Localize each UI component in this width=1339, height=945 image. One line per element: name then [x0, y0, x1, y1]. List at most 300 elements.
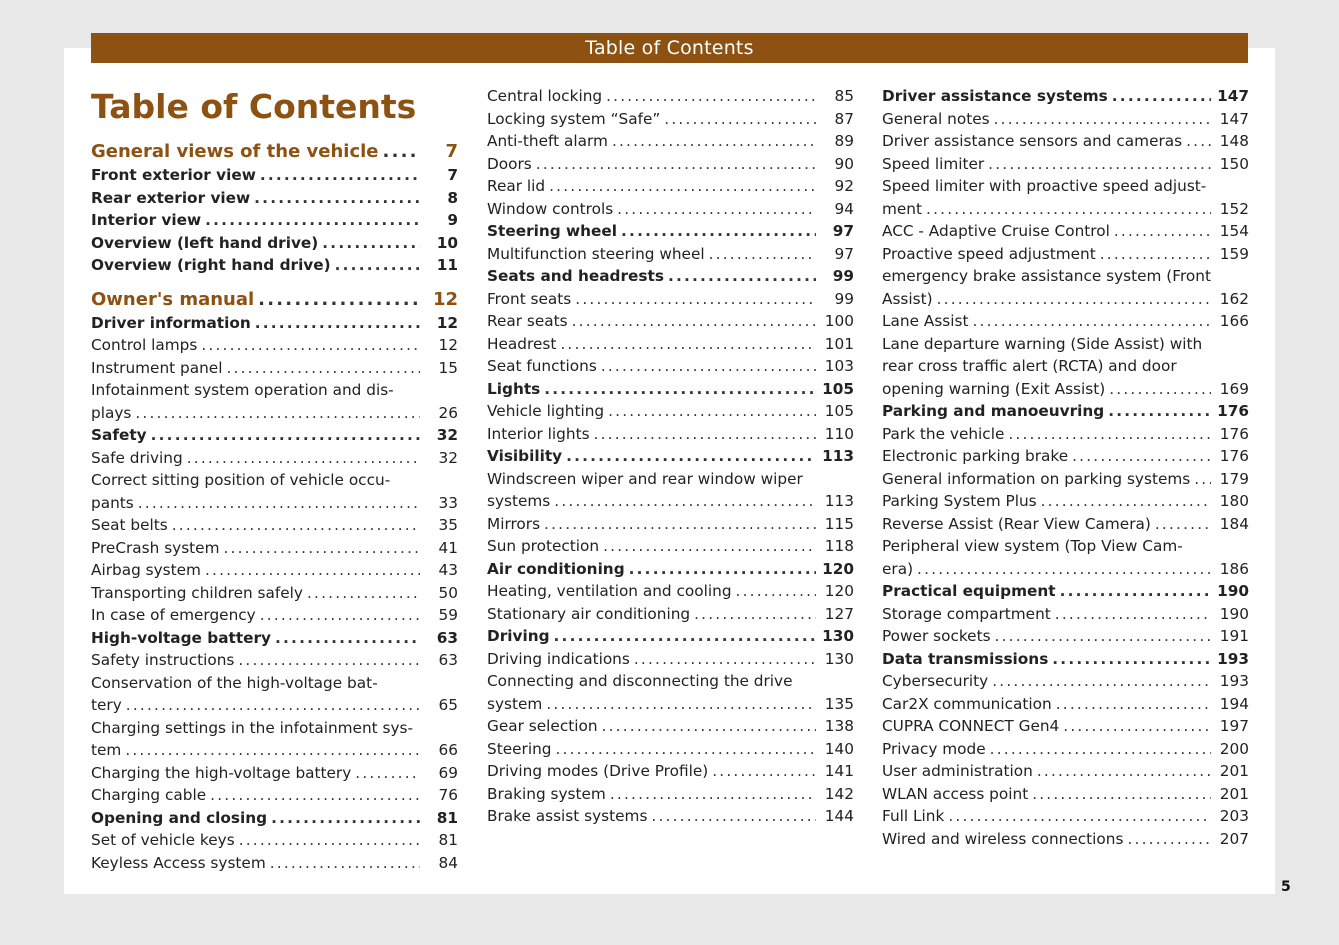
toc-entry-row	[91, 559, 458, 582]
dot-leader	[254, 187, 420, 210]
toc-entry-label: Driving	[487, 627, 550, 645]
toc-entry-link[interactable]	[487, 625, 854, 648]
dot-leader	[258, 288, 420, 312]
toc-entry-link[interactable]	[487, 783, 854, 806]
toc-entry-link[interactable]	[882, 153, 1249, 176]
toc-entry-label: CUPRA CONNECT Gen4	[882, 717, 1060, 735]
toc-page-number: 201	[1219, 762, 1249, 780]
toc-entry-row	[91, 537, 458, 560]
toc-entry-row	[882, 445, 1249, 468]
toc-page-number: 63	[436, 628, 458, 647]
toc-entry-link[interactable]	[882, 513, 1249, 536]
toc-entry-link[interactable]	[882, 85, 1249, 108]
toc-entry-link[interactable]	[487, 805, 854, 828]
toc-page-number: 84	[438, 853, 458, 872]
toc-entry-link[interactable]	[91, 209, 458, 232]
toc-page-number: 150	[1219, 154, 1249, 173]
toc-entry-link[interactable]	[91, 649, 458, 672]
toc-entry-link[interactable]	[487, 423, 854, 446]
toc-entry-link[interactable]	[487, 535, 854, 558]
toc-entry-link[interactable]	[882, 243, 1249, 266]
toc-page-number: 191	[1219, 627, 1249, 645]
toc-page-number: 33	[438, 493, 458, 512]
toc-entry-label: Stationary air conditioning	[487, 604, 691, 623]
dot-leader	[554, 625, 816, 648]
toc-entry-label: Front seats	[487, 289, 572, 308]
toc-entry-label: Set of vehicle keys	[91, 831, 235, 849]
dot-leader	[917, 558, 1211, 581]
toc-entry-link[interactable]	[91, 717, 458, 762]
toc-entry-row	[882, 220, 1249, 243]
toc-page-number: 176	[1217, 402, 1249, 420]
toc-entry-link[interactable]	[487, 130, 854, 153]
toc-page-number: 115	[824, 514, 854, 533]
toc-entry-link[interactable]	[91, 537, 458, 560]
toc-entry-link[interactable]	[882, 400, 1249, 423]
toc-entry-link[interactable]	[882, 333, 1249, 401]
toc-entry-row	[91, 852, 458, 875]
toc-page-number: 154	[1219, 222, 1249, 240]
dot-leader	[1037, 760, 1211, 783]
toc-entry-label: Gear selection	[487, 717, 598, 735]
toc-entry-link[interactable]	[91, 672, 458, 717]
toc-entry-link[interactable]	[91, 469, 458, 514]
toc-page-number: 94	[834, 199, 854, 218]
toc-entry-link[interactable]	[487, 580, 854, 603]
dot-leader	[275, 627, 420, 650]
dot-leader	[594, 423, 816, 446]
toc-entry-link[interactable]	[91, 334, 458, 357]
toc-entry-row	[487, 535, 854, 558]
dot-leader	[151, 424, 420, 447]
toc-entry-link[interactable]	[91, 604, 458, 627]
dot-leader	[1041, 490, 1211, 513]
toc-entry-link[interactable]	[882, 805, 1249, 828]
toc-page-number: 144	[824, 807, 854, 825]
toc-entry-row	[91, 209, 458, 232]
dot-leader	[1100, 243, 1211, 266]
toc-page-number: 97	[834, 244, 854, 263]
toc-entry-label: Practical equipment	[882, 582, 1056, 600]
toc-entry-row	[487, 310, 854, 333]
toc-entry-link[interactable]	[91, 187, 458, 210]
toc-page-number: 113	[822, 447, 854, 465]
page-title: Table of Contents	[91, 87, 417, 126]
toc-entry-label: User administration	[882, 762, 1033, 780]
toc-entry-label: General information on parking systems	[882, 469, 1191, 488]
toc-entry-link[interactable]	[487, 603, 854, 626]
toc-entry-link[interactable]	[882, 648, 1249, 671]
toc-page-number: 32	[436, 426, 458, 444]
toc-page-number: 105	[822, 379, 854, 398]
toc-page-number: 11	[436, 256, 458, 274]
toc-page-number: 141	[824, 762, 854, 780]
dot-leader	[126, 694, 420, 717]
toc-entry-link[interactable]	[91, 357, 458, 380]
toc-entry-label: ment	[882, 199, 923, 218]
dot-leader	[694, 603, 816, 626]
toc-entry-label: High-voltage battery	[91, 628, 272, 647]
toc-entry-row	[882, 603, 1249, 626]
toc-entry-label: Correct sitting position of vehicle occu-	[91, 471, 391, 489]
toc-column-3	[882, 85, 1249, 850]
toc-entry-row	[487, 580, 854, 603]
toc-entry-link[interactable]	[882, 715, 1249, 738]
toc-entry-link[interactable]	[882, 603, 1249, 626]
toc-chapter-link[interactable]	[91, 288, 458, 312]
toc-entry-link[interactable]	[487, 670, 854, 715]
toc-entry-label: systems	[487, 492, 551, 510]
toc-entry-link[interactable]	[882, 468, 1249, 491]
toc-entry-row	[91, 784, 458, 807]
toc-entry-row	[487, 783, 854, 806]
dot-leader	[544, 513, 816, 536]
dot-leader	[634, 648, 816, 671]
toc-entry-row	[487, 355, 854, 378]
toc-entry-row	[91, 829, 458, 852]
toc-entry-row	[487, 378, 854, 401]
toc-entry-row	[882, 288, 1249, 311]
toc-entry-link[interactable]	[882, 535, 1249, 580]
toc-entry-row	[882, 513, 1249, 536]
toc-entry-label: ACC - Adaptive Cruise Control	[882, 222, 1110, 240]
dot-leader	[1194, 468, 1211, 491]
toc-entry-label: Reverse Assist (Rear View Camera)	[882, 514, 1151, 533]
dot-leader	[135, 402, 420, 425]
toc-entry-link[interactable]	[882, 175, 1249, 220]
toc-entry-link[interactable]	[487, 310, 854, 333]
toc-entry-row	[91, 582, 458, 605]
toc-entry-label: Air conditioning	[487, 559, 625, 578]
toc-entry-link[interactable]	[487, 355, 854, 378]
toc-page-number: 190	[1217, 582, 1249, 600]
toc-entry-link[interactable]	[882, 490, 1249, 513]
toc-page-number: 152	[1219, 199, 1249, 218]
toc-entry-label: Brake assist systems	[487, 807, 648, 825]
toc-page-number: 59	[438, 606, 458, 624]
dot-leader	[125, 739, 420, 762]
toc-entry-row	[91, 694, 458, 717]
toc-entry-link[interactable]	[91, 164, 458, 187]
toc-entry-row	[91, 649, 458, 672]
toc-page-number: 180	[1219, 492, 1249, 510]
section-banner: Table of Contents	[91, 33, 1248, 63]
toc-page-number: 166	[1219, 312, 1249, 330]
toc-entry-link[interactable]	[487, 153, 854, 176]
toc-entry-link[interactable]	[91, 627, 458, 650]
toc-entry-link[interactable]	[91, 312, 458, 335]
toc-page-number: 92	[834, 177, 854, 195]
toc-entry-link[interactable]	[487, 558, 854, 581]
toc-entry-link[interactable]	[487, 288, 854, 311]
dot-leader	[1063, 715, 1211, 738]
toc-entry-link[interactable]	[882, 760, 1249, 783]
toc-page-number: 113	[824, 492, 854, 510]
dot-leader	[1060, 580, 1211, 603]
dot-leader	[201, 334, 420, 357]
dot-leader	[992, 670, 1211, 693]
toc-entry-row	[487, 198, 854, 221]
dot-leader	[138, 492, 420, 515]
toc-entry-link[interactable]	[487, 265, 854, 288]
dot-leader	[239, 829, 420, 852]
toc-entry-label: Seats and headrests	[487, 267, 664, 285]
toc-entry-link[interactable]	[882, 625, 1249, 648]
toc-entry-link[interactable]	[882, 310, 1249, 333]
toc-entry-label: Infotainment system operation and dis-	[91, 381, 394, 399]
toc-page-number: 120	[824, 582, 854, 600]
toc-entry-link[interactable]	[487, 400, 854, 423]
toc-entry-link[interactable]	[882, 265, 1249, 310]
toc-entry-label: Charging settings in the infotainment sys-	[91, 718, 414, 737]
toc-page-number: 169	[1219, 379, 1249, 398]
page-number: 5	[1281, 879, 1291, 895]
toc-entry-link[interactable]	[882, 108, 1249, 131]
toc-entry-label: Peripheral view system (Top View Cam-	[882, 537, 1183, 555]
toc-entry-link[interactable]	[91, 582, 458, 605]
toc-entry-link[interactable]	[882, 423, 1249, 446]
toc-entry-row	[91, 604, 458, 627]
dot-leader	[1052, 648, 1211, 671]
toc-entry-link[interactable]	[882, 738, 1249, 761]
toc-entry-row	[487, 175, 854, 198]
dot-leader	[937, 288, 1211, 311]
toc-entry-row	[487, 603, 854, 626]
toc-entry-label: WLAN access point	[882, 784, 1029, 803]
toc-entry-label: Full Link	[882, 807, 945, 825]
dot-leader	[205, 209, 420, 232]
toc-entry-row	[91, 447, 458, 470]
toc-entry-link[interactable]	[882, 130, 1249, 153]
toc-entry-row	[882, 715, 1249, 738]
toc-page-number: 66	[438, 741, 458, 759]
toc-entry-link[interactable]	[91, 232, 458, 255]
toc-entry-row	[91, 762, 458, 785]
toc-entry-link[interactable]	[882, 445, 1249, 468]
toc-entry-row	[882, 490, 1249, 513]
toc-entry-label: Locking system “Safe”	[487, 109, 661, 128]
toc-page-number: 110	[824, 424, 854, 443]
toc-entry-row	[882, 648, 1249, 671]
toc-entry-row	[882, 738, 1249, 761]
toc-entry-row	[882, 108, 1249, 131]
toc-entry-row	[882, 85, 1249, 108]
toc-entry-link[interactable]	[91, 559, 458, 582]
toc-entry-link[interactable]	[487, 715, 854, 738]
toc-entry-row	[487, 333, 854, 356]
toc-entry-link[interactable]	[91, 852, 458, 875]
toc-entry-link[interactable]	[91, 784, 458, 807]
toc-page-number: 63	[438, 651, 458, 669]
dot-leader	[948, 805, 1211, 828]
toc-entry-label: Doors	[487, 154, 532, 173]
toc-entry-row	[487, 243, 854, 266]
toc-entry-row	[882, 153, 1249, 176]
toc-column-1	[91, 140, 458, 874]
toc-entry-link[interactable]	[487, 513, 854, 536]
toc-entry-label: Speed limiter	[882, 154, 985, 173]
dot-leader	[990, 738, 1211, 761]
toc-entry-link[interactable]	[882, 220, 1249, 243]
dot-leader	[709, 243, 816, 266]
toc-entry-row	[882, 400, 1249, 423]
toc-entry-link[interactable]	[487, 648, 854, 671]
toc-page-number: 105	[824, 402, 854, 420]
toc-page-number: 87	[834, 109, 854, 128]
toc-entry-row	[882, 130, 1249, 153]
toc-entry-link[interactable]	[487, 108, 854, 131]
dot-leader	[210, 784, 420, 807]
toc-entry-row	[882, 423, 1249, 446]
toc-page-number: 81	[436, 808, 458, 827]
toc-entry-link[interactable]	[487, 738, 854, 761]
toc-entry-row	[91, 288, 458, 312]
toc-entry-link[interactable]	[487, 175, 854, 198]
toc-entry-label: system	[487, 694, 543, 713]
toc-entry-row	[882, 580, 1249, 603]
toc-entry-row	[487, 490, 854, 513]
toc-entry-link[interactable]	[487, 378, 854, 401]
toc-entry-row	[487, 400, 854, 423]
toc-entry-row	[882, 558, 1249, 581]
toc-entry-row	[882, 468, 1249, 491]
toc-entry-row	[487, 423, 854, 446]
toc-entry-link[interactable]	[91, 254, 458, 277]
toc-entry-link[interactable]	[487, 198, 854, 221]
toc-entry-link[interactable]	[91, 424, 458, 447]
toc-entry-label: Interior lights	[487, 424, 590, 443]
toc-page-number: 15	[438, 358, 458, 377]
toc-page-number: 201	[1219, 784, 1249, 803]
dot-leader	[322, 232, 420, 255]
toc-page-number: 186	[1219, 559, 1249, 578]
toc-column-2	[487, 85, 854, 828]
toc-entry-row	[882, 760, 1249, 783]
toc-entry-row	[91, 357, 458, 380]
toc-entry-label: Storage compartment	[882, 604, 1051, 623]
toc-entry-label: Cybersecurity	[882, 672, 989, 690]
toc-entry-link[interactable]	[882, 693, 1249, 716]
toc-page-number: 12	[438, 336, 458, 354]
dot-leader	[1032, 783, 1211, 806]
toc-page-number: 193	[1219, 672, 1249, 690]
toc-entry-link[interactable]	[91, 829, 458, 852]
toc-entry-row	[487, 445, 854, 468]
toc-entry-label: Overview (right hand drive)	[91, 256, 331, 274]
dot-leader	[566, 445, 816, 468]
toc-entry-label: Privacy mode	[882, 739, 986, 758]
toc-entry-label: Multifunction steering wheel	[487, 244, 705, 263]
toc-entry-label: Interior view	[91, 211, 202, 229]
toc-entry-label: Data transmissions	[882, 649, 1049, 668]
toc-entry-link[interactable]	[882, 828, 1249, 851]
toc-page-number: 99	[832, 267, 854, 285]
toc-entry-link[interactable]	[91, 379, 458, 424]
dot-leader	[1055, 603, 1211, 626]
dot-leader	[1155, 513, 1211, 536]
toc-entry-link[interactable]	[882, 580, 1249, 603]
toc-page-number: 43	[438, 561, 458, 579]
dot-leader	[383, 140, 420, 164]
toc-page-number: 99	[834, 289, 854, 308]
dot-leader	[602, 715, 816, 738]
toc-page-number: 100	[824, 312, 854, 330]
dot-leader	[205, 559, 420, 582]
toc-entry-link[interactable]	[91, 762, 458, 785]
toc-entry-label: In case of emergency	[91, 606, 256, 624]
toc-entry-link[interactable]	[487, 468, 854, 513]
toc-entry-label: Safe driving	[91, 448, 183, 467]
dot-leader	[238, 649, 420, 672]
toc-page-number: 118	[824, 537, 854, 555]
toc-entry-label: Driving indications	[487, 649, 630, 668]
toc-entry-row	[882, 310, 1249, 333]
toc-entry-label: Lights	[487, 379, 541, 398]
toc-entry-label: era)	[882, 559, 914, 578]
dot-leader	[712, 760, 816, 783]
toc-page-number: 101	[824, 334, 854, 353]
toc-entry-label: Lane Assist	[882, 312, 969, 330]
toc-entry-link[interactable]	[487, 760, 854, 783]
dot-leader	[226, 357, 420, 380]
toc-entry-label: Driver assistance sensors and cameras	[882, 132, 1183, 150]
toc-entry-link[interactable]	[487, 445, 854, 468]
toc-page-number: 159	[1219, 244, 1249, 263]
toc-page-number: 203	[1219, 807, 1249, 825]
toc-entry-link[interactable]	[91, 447, 458, 470]
toc-page-number: 69	[438, 763, 458, 782]
dot-leader	[621, 220, 816, 243]
toc-entry-link[interactable]	[91, 807, 458, 830]
dot-leader	[355, 762, 420, 785]
toc-page-number: 176	[1219, 424, 1249, 443]
toc-page-number: 179	[1219, 469, 1249, 488]
toc-entry-label: Headrest	[487, 334, 557, 353]
dot-leader	[994, 108, 1211, 131]
toc-entry-label: Park the vehicle	[882, 424, 1005, 443]
toc-entry-row	[91, 514, 458, 537]
toc-entry-row	[487, 265, 854, 288]
toc-entry-label: Keyless Access system	[91, 853, 266, 872]
toc-page-number: 50	[438, 583, 458, 602]
toc-entry-label: Safety	[91, 426, 147, 444]
dot-leader	[995, 625, 1211, 648]
toc-entry-row	[487, 738, 854, 761]
dot-leader	[988, 153, 1211, 176]
toc-entry-label: Proactive speed adjustment	[882, 244, 1096, 263]
dot-leader	[549, 175, 816, 198]
toc-entry-link[interactable]	[487, 85, 854, 108]
toc-entry-row	[91, 254, 458, 277]
toc-entry-row	[487, 288, 854, 311]
toc-entry-label: Windscreen wiper and rear window wiper	[487, 469, 803, 488]
toc-entry-label: Lane departure warning (Side Assist) with	[882, 334, 1203, 353]
dot-leader	[610, 783, 816, 806]
toc-entry-label: Seat functions	[487, 357, 597, 375]
toc-page-number: 10	[436, 233, 458, 252]
toc-entry-link[interactable]	[882, 783, 1249, 806]
dot-leader	[335, 254, 420, 277]
toc-entry-link[interactable]	[882, 670, 1249, 693]
toc-entry-label: Airbag system	[91, 561, 201, 579]
toc-entry-link[interactable]	[487, 333, 854, 356]
toc-entry-link[interactable]	[91, 514, 458, 537]
toc-entry-label: tem	[91, 741, 122, 759]
toc-entry-link[interactable]	[487, 220, 854, 243]
toc-entry-link[interactable]	[487, 243, 854, 266]
dot-leader	[606, 85, 816, 108]
toc-chapter-link[interactable]	[91, 140, 458, 164]
